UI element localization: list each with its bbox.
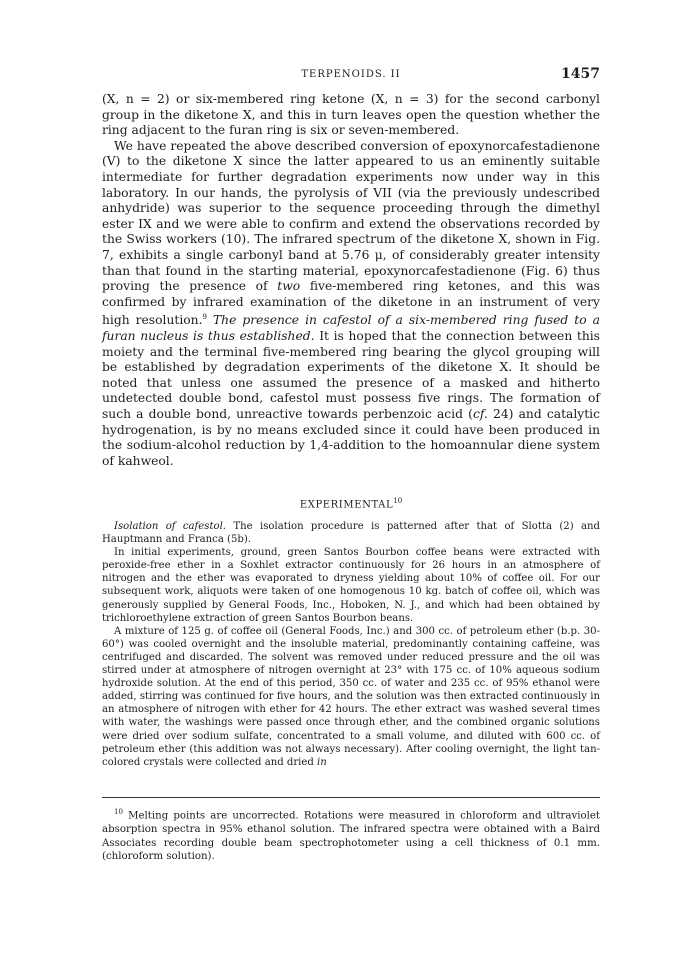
page-number: 1457 — [561, 66, 600, 82]
experimental-p3-text: A mixture of 125 g. of coffee oil (General Foods, Inc.) and 300 cc. of petroleum ether (b.p. 30-60°) was cooled overnight and the insoluble material, predominantly containing caffeine, was centrifuged and discarded. The solvent was removed under reduced pressure and the oil was stirred under at atmosphere of nitrogen overnight at 23° with 175 cc. of 10% aqueous sodium hydroxide solution. At the end of this period, 350 cc. of water and 235 cc. of 95% ethanol were added, stirring was continued for five hours, and the solution was then extracted continuously in an atmosphere of nitrogen with ether for 42 hours. The ether extract was washed several times with water, the washings were passed once through ether, and the combined organic solutions were dried over sodium sulfate, concentrated to a small volume, and diluted with 600 cc. of petroleum ether (this addition was not always necessary). After cooling overnight, the light tan-colored crystals were collected and dried — [102, 625, 600, 768]
section-heading-text: EXPERIMENTAL — [299, 499, 394, 511]
body-p2-text-c: five-membered ring ketones, and this was confirmed by infrared examination of the diketone in an instrument of very high resolution. — [102, 279, 600, 328]
body-p2-text-e: It is hoped that the connection between this moiety and the terminal five-membered ring bearing the glycol grouping will be established by degradation experiments of the diketone X. It should be noted that unless one assumed the presence of a masked and hitherto undetected double bond, cafestol must possess five rings. The formation of such a double bond, unreactive towards perbenzoic acid ( — [102, 329, 600, 421]
experimental-paragraph-3 — [102, 625, 600, 769]
body-paragraph-2 — [102, 139, 600, 470]
body-p2-text-a: We have repeated the above described conversion of epoxynorcafestadienone (V) to the diketone X since the latter appeared to us an eminently suitable intermediate for further degradation experiments now under way in this laboratory. In our hands, the pyrolysis of VII (via the previously undescribed anhydride) was superior to the sequence proceeding through the dimethyl ester IX and we were able to confirm and extend the observations recorded by the Swiss workers (10). The infrared spectrum of the diketone X, shown in Fig. 7, exhibits a single carbonyl band at 5.76 μ, of considerably greater intensity than that found in the starting material, epoxynorcafestadienone (Fig. 6) thus proving the presence of — [102, 138, 600, 294]
body-p2-cf: cf. — [472, 406, 488, 421]
experimental-p1-text: The isolation procedure is patterned after that of Slotta (2) and Hauptmann and Franca (5b). — [102, 521, 600, 546]
running-head: TERPENOIDS. II — [301, 69, 401, 80]
body-paragraph-1: (X, n = 2) or six-membered ring ketone (X, n = 3) for the second carbonyl group in the diketone X, and this in turn leaves open the question whether the ring adjacent to the furan ring is six or seven-membered. — [102, 92, 600, 138]
body-p2-conclusion: The presence in cafestol of a six-membered ring fused to a furan nucleus is thus established. — [102, 313, 600, 343]
body-p2-text-g: 24) and catalytic hydrogenation, is by no means excluded since it could have been produced in the sodium-alcohol reduction by 1,4-addition to the homoannular diene system of kahweol. — [102, 406, 600, 468]
footnote-text: Melting points are uncorrected. Rotations were measured in chloroform and ultraviolet absorption spectra in 95% ethanol solution. The infrared spectra were obtained with a Baird Associates recording double beam spectrophotometer using a cell thickness of 0.1 mm. (chloroform solution). — [102, 810, 600, 863]
experimental-text — [102, 520, 600, 769]
footnote-divider — [102, 797, 600, 798]
experimental-paragraph-2: In initial experiments, ground, green Santos Bourbon coffee beans were extracted with peroxide-free ether in a Soxhlet extractor continuously for 26 hours in an atmosphere of nitrogen and the ether was evaporated to dryness yielding about 10% of coffee oil. For our subsequent work, aliquots were taken of one homogenous 10 kg. batch of coffee oil, which was generously supplied by General Foods, Inc., Hoboken, N. J., and which had been obtained by trichloroethylene extraction of green Santos Bourbon beans. — [102, 547, 600, 624]
footnote-ref-9: 9 — [202, 313, 207, 322]
experimental-paragraph-1 — [102, 520, 600, 546]
body-p2-emphasis-two: two — [277, 279, 301, 294]
section-heading-experimental — [102, 497, 600, 510]
footnote-paragraph — [102, 806, 600, 864]
section-heading-footnote-ref: 10 — [393, 497, 403, 505]
page-header — [102, 66, 600, 86]
footnote-mark: 10 — [114, 808, 123, 816]
experimental-p3-end: in — [317, 756, 327, 768]
experimental-subheading: Isolation of cafestol. — [114, 521, 227, 532]
footnote — [102, 806, 600, 864]
body-text — [102, 92, 600, 469]
